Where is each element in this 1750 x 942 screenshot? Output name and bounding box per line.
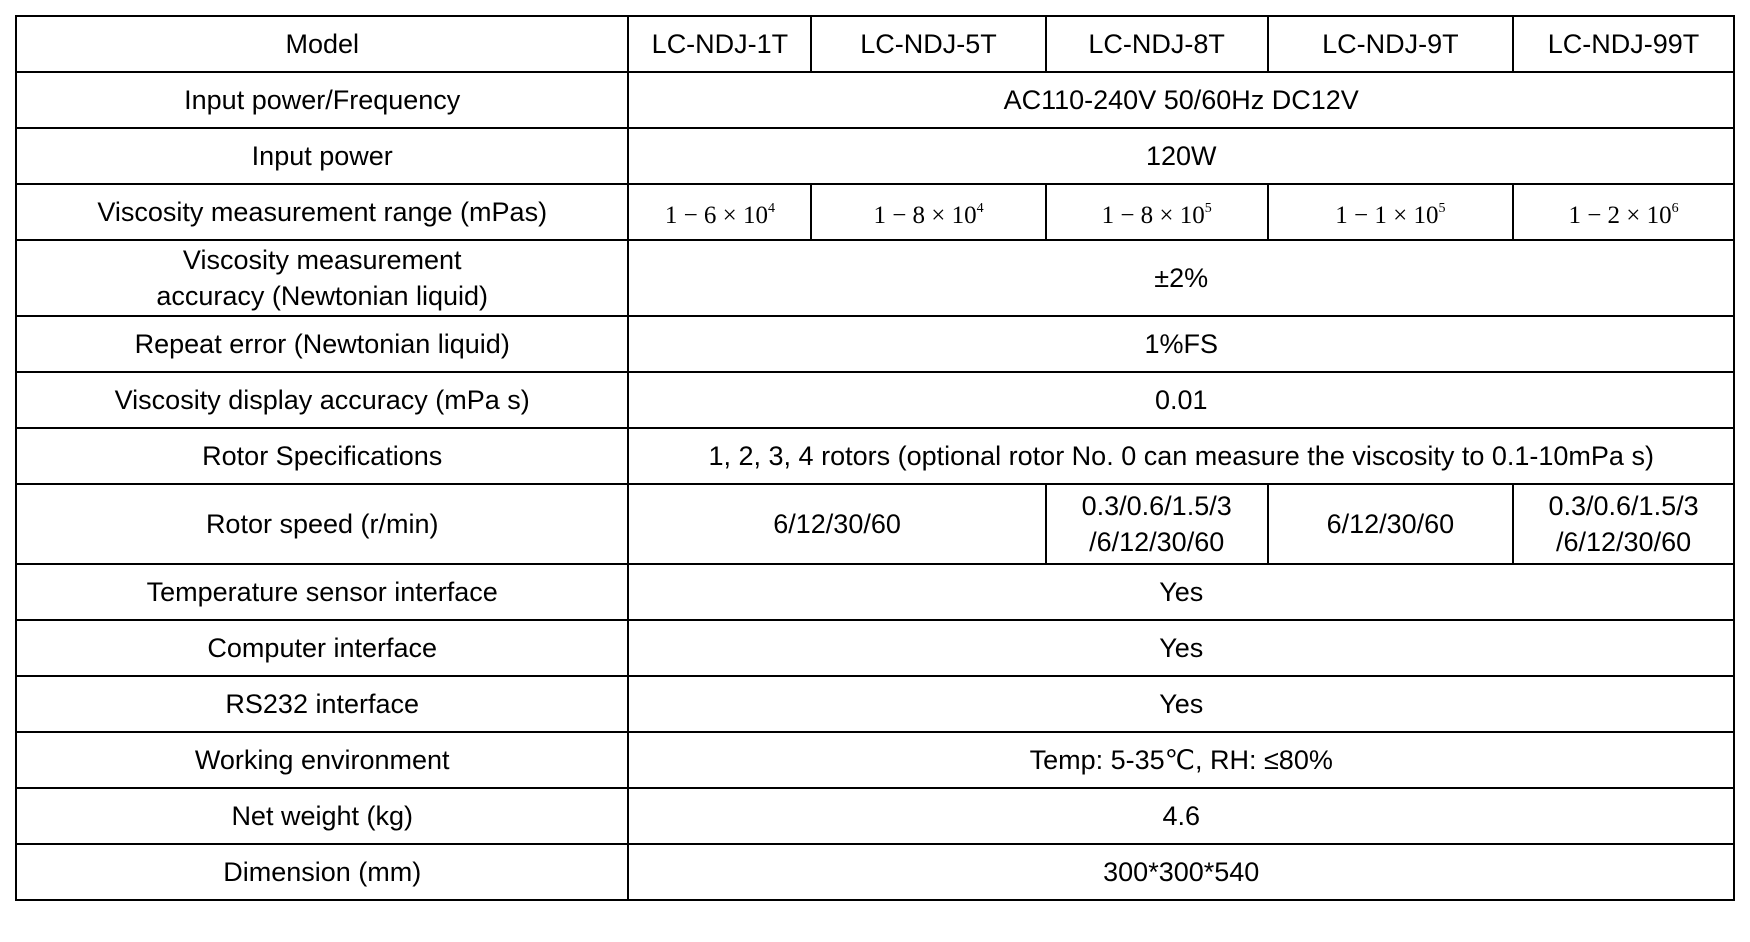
range-value-3 — [1046, 184, 1268, 240]
model-1: LC-NDJ-1T — [628, 16, 811, 72]
model-5: LC-NDJ-99T — [1513, 16, 1734, 72]
spec-table — [15, 15, 1735, 901]
row-label: Net weight (kg) — [16, 788, 628, 844]
row-value: 1%FS — [628, 316, 1734, 372]
rotor-speed-value-2: 0.3/0.6/1.5/3 /6/12/30/60 — [1046, 484, 1268, 564]
row-label: Rotor speed (r/min) — [16, 484, 628, 564]
row-rs232-interface — [16, 676, 1734, 732]
row-temperature-sensor — [16, 564, 1734, 620]
row-value: 1, 2, 3, 4 rotors (optional rotor No. 0 can measure the viscosity to 0.1-10mPa s) — [628, 428, 1734, 484]
row-input-frequency — [16, 72, 1734, 128]
row-label: Rotor Specifications — [16, 428, 628, 484]
row-label: Viscosity measurement range (mPas) — [16, 184, 628, 240]
row-dimension — [16, 844, 1734, 900]
row-label: Computer interface — [16, 620, 628, 676]
row-label: Temperature sensor interface — [16, 564, 628, 620]
row-label: Input power/Frequency — [16, 72, 628, 128]
row-viscosity-range — [16, 184, 1734, 240]
row-working-environment — [16, 732, 1734, 788]
range-value-4 — [1268, 184, 1513, 240]
model-2: LC-NDJ-5T — [811, 16, 1045, 72]
row-display-accuracy — [16, 372, 1734, 428]
row-input-power — [16, 128, 1734, 184]
row-value: 0.01 — [628, 372, 1734, 428]
row-value: 4.6 — [628, 788, 1734, 844]
rotor-speed-value-4: 0.3/0.6/1.5/3 /6/12/30/60 — [1513, 484, 1734, 564]
range-value-1 — [628, 184, 811, 240]
row-value: AC110-240V 50/60Hz DC12V — [628, 72, 1734, 128]
row-label: Viscosity display accuracy (mPa s) — [16, 372, 628, 428]
header-row — [16, 16, 1734, 72]
row-label: RS232 interface — [16, 676, 628, 732]
range-formula: $1 - 2 \times 10^6$ — [1568, 200, 1679, 229]
header-label: Model — [16, 16, 628, 72]
row-computer-interface — [16, 620, 1734, 676]
model-4: LC-NDJ-9T — [1268, 16, 1513, 72]
row-measurement-accuracy — [16, 240, 1734, 316]
range-formula: $1 - 8 \times 10^4$ — [873, 200, 984, 229]
row-repeat-error — [16, 316, 1734, 372]
row-value: Yes — [628, 620, 1734, 676]
row-value: Yes — [628, 676, 1734, 732]
row-label: Viscosity measurement accuracy (Newtonian liquid) — [16, 240, 628, 316]
model-3: LC-NDJ-8T — [1046, 16, 1268, 72]
rotor-speed-value-3: 6/12/30/60 — [1268, 484, 1513, 564]
row-label: Working environment — [16, 732, 628, 788]
row-value: Yes — [628, 564, 1734, 620]
range-formula: $1 - 6 \times 10^4$ — [664, 200, 776, 229]
row-label: Dimension (mm) — [16, 844, 628, 900]
row-value: 300*300*540 — [628, 844, 1734, 900]
row-label: Repeat error (Newtonian liquid) — [16, 316, 628, 372]
row-rotor-specifications — [16, 428, 1734, 484]
range-value-5 — [1513, 184, 1734, 240]
row-net-weight — [16, 788, 1734, 844]
row-label: Input power — [16, 128, 628, 184]
range-formula: $1 - 8 \times 10^5$ — [1101, 200, 1212, 229]
rotor-speed-value-1: 6/12/30/60 — [628, 484, 1045, 564]
range-formula: $1 - 1 \times 10^5$ — [1335, 200, 1446, 229]
range-value-2 — [811, 184, 1045, 240]
row-value: 120W — [628, 128, 1734, 184]
row-value: Temp: 5-35℃, RH: ≤80% — [628, 732, 1734, 788]
row-value: ±2% — [628, 240, 1734, 316]
row-rotor-speed — [16, 484, 1734, 564]
